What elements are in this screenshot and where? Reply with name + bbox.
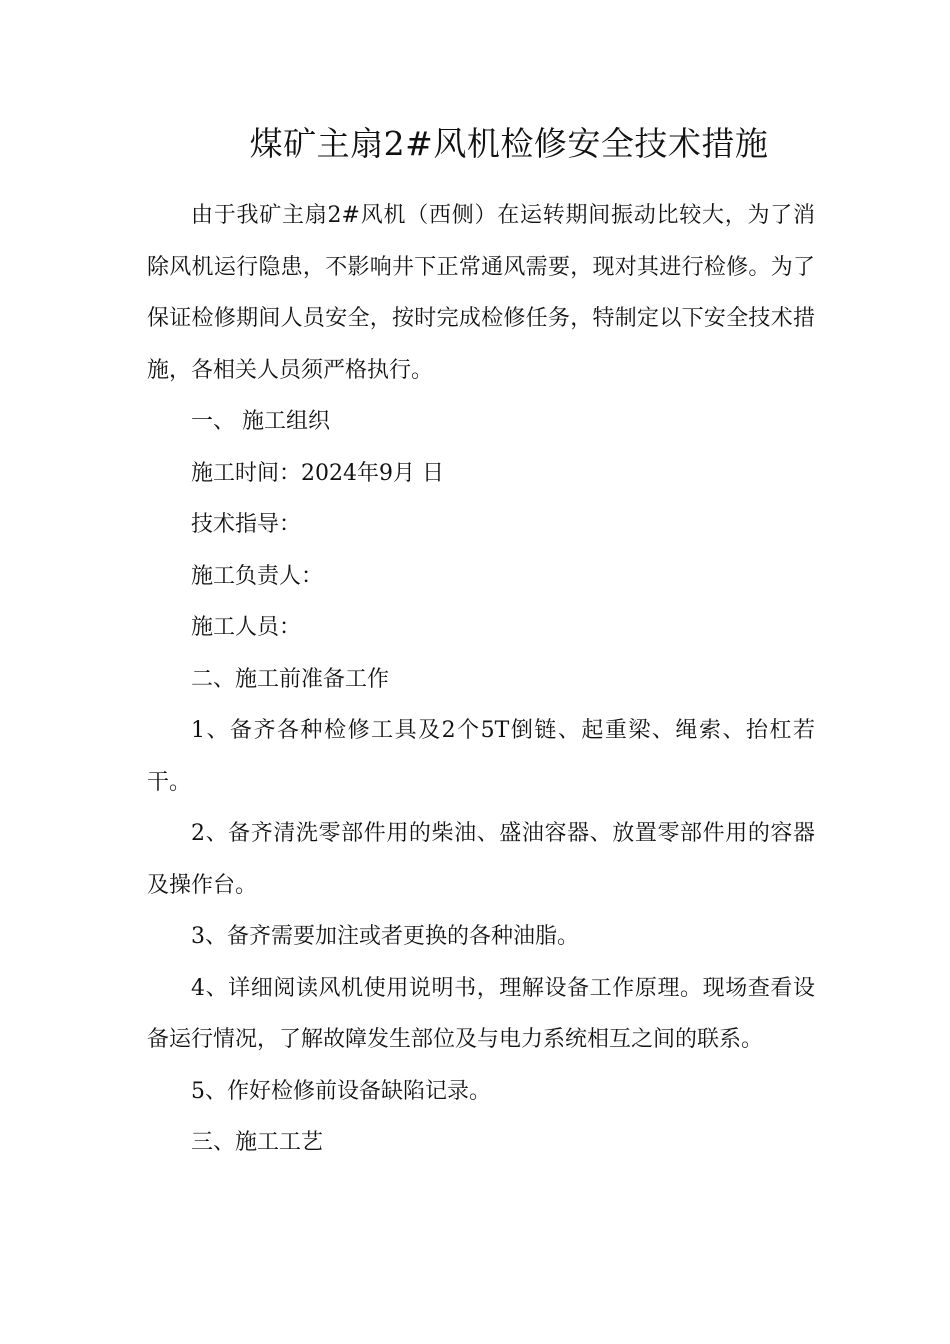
prep-item-1: 1、备齐各种检修工具及2个5T倒链、起重梁、绳索、抬杠若干。 — [147, 718, 815, 795]
section-heading-preparation: 二、施工前准备工作 — [191, 666, 390, 692]
section-heading-organization: 一、 施工组织 — [191, 409, 330, 434]
document-title: 煤矿主扇2#风机检修安全技术措施 — [249, 124, 769, 163]
construction-staff-line: 施工人员： — [191, 615, 302, 640]
prep-item-5: 5、作好检修前设备缺陷记录。 — [191, 1078, 491, 1104]
section-heading-process: 三、施工工艺 — [191, 1130, 324, 1155]
person-in-charge-line: 施工负责人： — [191, 563, 324, 589]
prep-item-3: 3、备齐需要加注或者更换的各种油脂。 — [191, 924, 579, 949]
construction-time-line: 施工时间：2024年9月 日 — [191, 460, 444, 486]
intro-paragraph: 由于我矿主扇2#风机（西侧）在运转期间振动比较大，为了消除风机运行隐患，不影响井下正常通风需要，现对其进行检修。为了保证检修期间人员安全，按时完成检修任务，特制定以下安全技术措施，各相关人员须严格执行。 — [147, 203, 815, 383]
document-body — [147, 190, 815, 1169]
prep-item-2: 2、备齐清洗零部件用的柴油、盛油容器、放置零部件用的容器及操作台。 — [147, 821, 815, 898]
technical-guidance-line: 技术指导： — [191, 512, 302, 537]
prep-item-4: 4、详细阅读风机使用说明书，理解设备工作原理。现场查看设备运行情况，了解故障发生部位及与电力系统相互之间的联系。 — [147, 975, 815, 1052]
